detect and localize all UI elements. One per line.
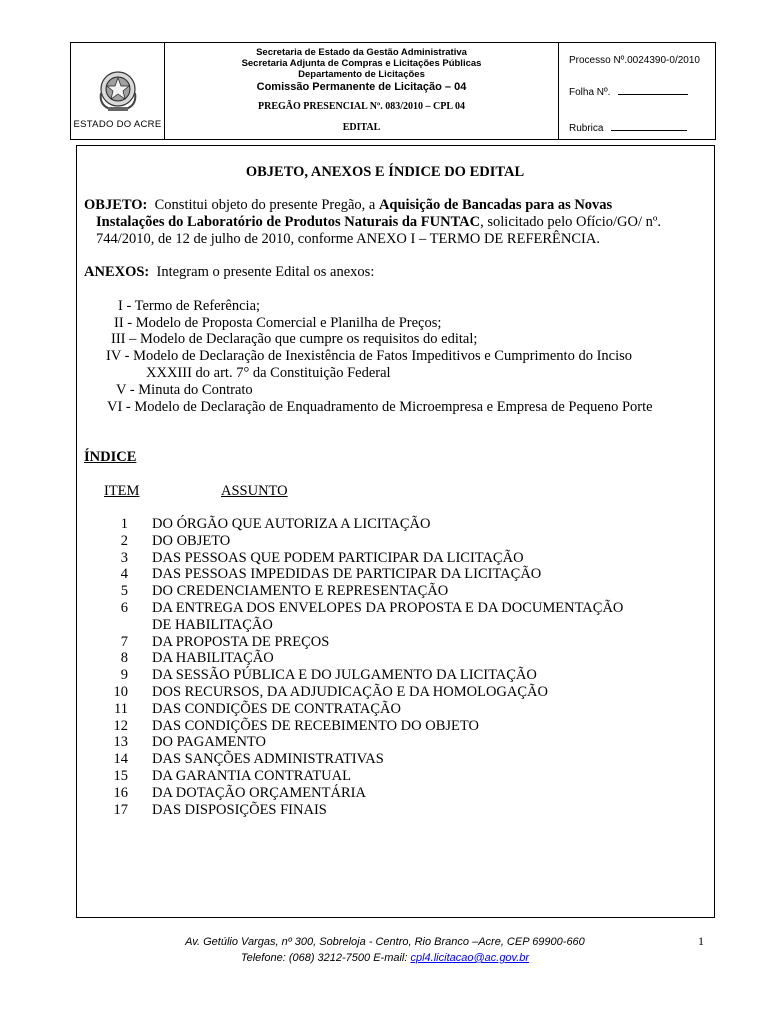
header-line: PREGÃO PRESENCIAL Nº. 083/2010 – CPL 04: [258, 101, 465, 112]
index-item-subject: DO ÓRGÃO QUE AUTORIZA A LICITAÇÃO: [152, 516, 431, 532]
index-item-subject: DO PAGAMENTO: [152, 734, 267, 751]
index-item-number: 15: [113, 768, 128, 784]
index-item-subject: DAS PESSOAS IMPEDIDAS DE PARTICIPAR DA LICITAÇÃO: [152, 566, 542, 583]
state-seal-icon: [98, 69, 138, 113]
rubrica-field: [569, 121, 687, 134]
state-label: ESTADO DO ACRE: [73, 119, 162, 130]
objeto-text: , solicitado pelo Ofício/GO/ nº.: [480, 214, 662, 230]
indice-col-assunto: ASSUNTO: [221, 483, 288, 499]
footer-phone: Telefone: (068) 3212-7500 E-mail:: [240, 952, 408, 964]
index-item-number: 10: [113, 684, 128, 700]
folha-label: Folha Nº.: [569, 87, 611, 98]
page-title: OBJETO, ANEXOS E ÍNDICE DO EDITAL: [245, 164, 525, 180]
index-item-subject: DAS DISPOSIÇÕES FINAIS: [152, 801, 327, 818]
index-item-number: 8: [120, 650, 128, 667]
index-item-number: 9: [120, 667, 128, 684]
anexo-item: II - Modelo de Proposta Comercial e Planilha de Preços;: [114, 315, 442, 331]
email-link[interactable]: cpl4.licitacao@ac.gov.br: [410, 952, 530, 964]
header-line: Departamento de Licitações: [298, 69, 425, 80]
index-item-subject: DA DOTAÇÃO ORÇAMENTÁRIA: [152, 784, 366, 801]
anexos-intro: Integram o presente Edital os anexos:: [156, 264, 375, 280]
index-item-subject: DA ENTREGA DOS ENVELOPES DA PROPOSTA E DA DOCUMENTAÇÃO: [152, 600, 624, 616]
header-right: [559, 43, 715, 139]
index-item-subject: DAS CONDIÇÕES DE RECEBIMENTO DO OBJETO: [152, 717, 479, 734]
processo-number: Processo Nº.0024390-0/2010: [569, 55, 700, 66]
rubrica-blank: [611, 121, 687, 131]
footer-contact: [0, 950, 770, 966]
index-item-subject: DAS CONDIÇÕES DE CONTRATAÇÃO: [152, 700, 401, 717]
anexos-label: ANEXOS:: [84, 264, 150, 280]
anexo-item: III – Modelo de Declaração que cumpre os requisitos do edital;: [111, 331, 478, 347]
anexo-item: I - Termo de Referência;: [118, 298, 261, 314]
objeto-line-1: [84, 197, 612, 214]
index-item-subject: DA HABILITAÇÃO: [152, 650, 274, 667]
objeto-label: OBJETO:: [84, 197, 148, 213]
folha-field: [569, 85, 688, 98]
index-item-number: 11: [114, 700, 128, 717]
index-item-subject: DA GARANTIA CONTRATUAL: [152, 768, 351, 784]
objeto-text-bold: Instalações do Laboratório de Produtos Naturais da FUNTAC: [96, 214, 481, 230]
document-header: [70, 42, 716, 140]
index-item-subject-continuation: DE HABILITAÇÃO: [152, 616, 273, 633]
index-item-subject: DA PROPOSTA DE PREÇOS: [152, 633, 330, 650]
index-item-number: 16: [113, 784, 128, 801]
anexos-line: [84, 264, 374, 281]
index-item-number: 13: [113, 734, 128, 751]
objeto-line-2: [96, 214, 661, 231]
header-line: Secretaria Adjunta de Compras e Licitações Públicas: [241, 58, 482, 69]
folha-blank: [618, 85, 688, 95]
footer-address: Av. Getúlio Vargas, nº 300, Sobreloja - Centro, Rio Branco –Acre, CEP 69900-660: [185, 936, 585, 948]
objeto-line-3: 744/2010, de 12 de julho de 2010, conforme ANEXO I – TERMO DE REFERÊNCIA.: [96, 231, 600, 247]
header-line: Secretaria de Estado da Gestão Administrativa: [256, 47, 467, 58]
index-item-number: 6: [120, 600, 128, 616]
index-item-number: 4: [120, 566, 128, 583]
anexo-item: VI - Modelo de Declaração de Enquadramento de Microempresa e Empresa de Pequeno Porte: [107, 399, 653, 415]
index-item-subject: DO CREDENCIAMENTO E REPRESENTAÇÃO: [152, 583, 449, 600]
index-item-subject: DA SESSÃO PÚBLICA E DO JULGAMENTO DA LICITAÇÃO: [152, 667, 537, 684]
objeto-text: Constitui objeto do presente Pregão, a: [154, 197, 376, 213]
index-item-number: 3: [120, 549, 128, 566]
index-item-number: 14: [113, 751, 128, 768]
anexo-item: V - Minuta do Contrato: [116, 382, 253, 398]
page-number: 1: [698, 934, 704, 948]
anexo-item: IV - Modelo de Declaração de Inexistência de Fatos Impeditivos e Cumprimento do Inciso: [106, 348, 633, 364]
header-line: EDITAL: [342, 122, 381, 133]
index-item-number: 2: [120, 532, 128, 549]
header-center: [165, 43, 558, 139]
rubrica-label: Rubrica: [569, 123, 604, 134]
anexo-item-continuation: XXXIII do art. 7° da Constituição Federal: [146, 365, 391, 381]
index-item-subject: DO OBJETO: [152, 532, 231, 549]
index-item-number: 12: [113, 717, 128, 734]
index-item-subject: DOS RECURSOS, DA ADJUDICAÇÃO E DA HOMOLOGAÇÃO: [152, 684, 548, 700]
indice-heading: ÍNDICE: [84, 449, 137, 465]
index-item-subject: DAS SANÇÕES ADMINISTRATIVAS: [152, 751, 384, 768]
logo-cell: [71, 43, 164, 139]
index-item-subject: DAS PESSOAS QUE PODEM PARTICIPAR DA LICITAÇÃO: [152, 549, 524, 566]
index-item-number: 7: [120, 633, 128, 650]
objeto-text-bold: Aquisição de Bancadas para as Novas: [378, 197, 613, 213]
index-item-number: 5: [120, 583, 128, 600]
index-item-number: 17: [113, 801, 128, 818]
indice-col-item: ITEM: [104, 483, 140, 499]
index-item-number: 1: [120, 516, 128, 532]
header-line: Comissão Permanente de Licitação – 04: [256, 81, 467, 93]
